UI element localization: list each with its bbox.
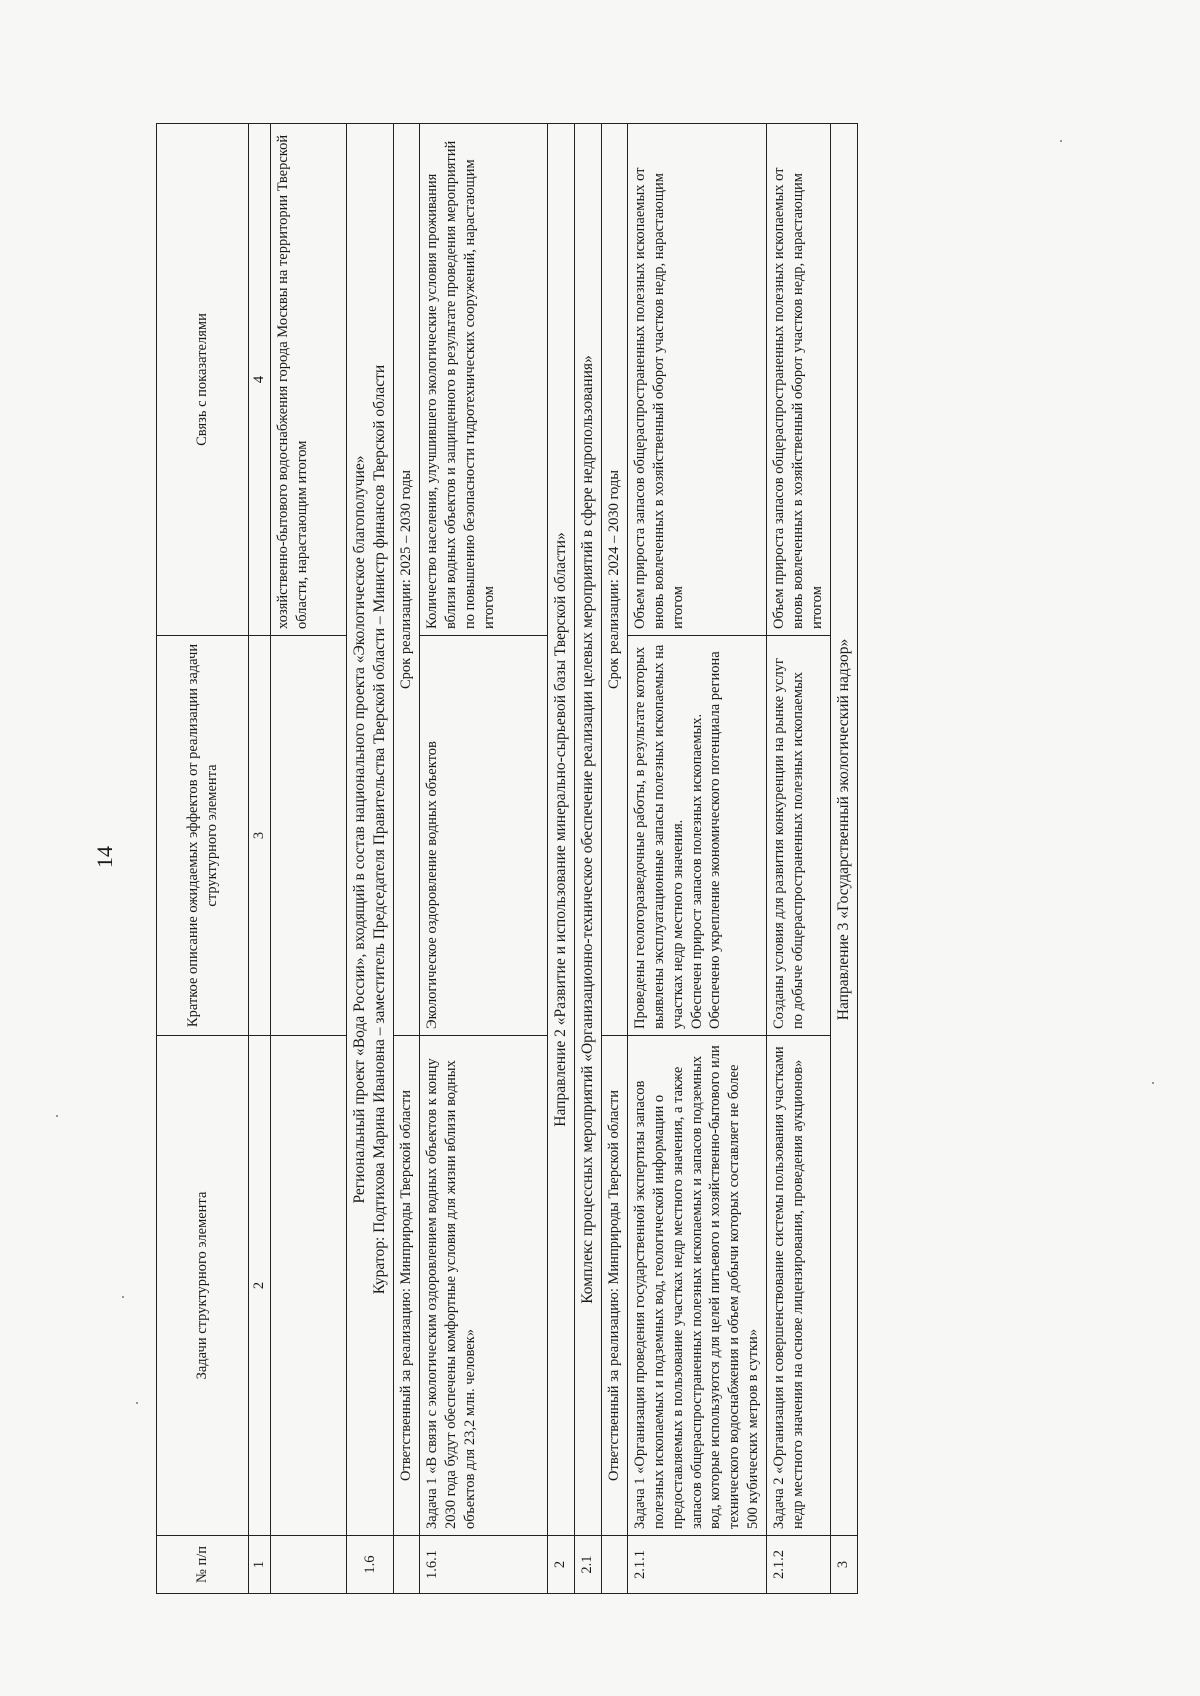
responsible-cell: Ответственный за реализацию: Минприроды Тверской области <box>394 1036 420 1536</box>
page-number: 14 <box>92 846 117 868</box>
column-number: 2 <box>249 1036 271 1536</box>
curator-line: Куратор: Подтихова Марина Ивановна – заместитель Председателя Правительства Тверской области – Министр финансов Тверской области <box>370 364 388 1295</box>
table-row-1-6 <box>346 124 393 1594</box>
table-row-2-1 <box>575 124 602 1594</box>
row-number: 2.1.2 <box>767 1536 831 1594</box>
scan-speck <box>1152 1082 1154 1084</box>
column-number: 3 <box>249 636 271 1036</box>
task-cell: Задача 1 «В связи с экологическим оздоровлением водных объектов к концу 2030 года будут обеспечены комфортные условия для жизни вблизи водных объектов для 23,2 млн. человек» <box>419 1036 547 1536</box>
task-cell: Задача 1 «Организация проведения государственной экспертизы запасов полезных ископаемых и подземных вод, геологической информации о предоставляемых в пользование участках недр местного значения, а также запасов общераспространенных полезных ископаемых и запасов подземных вод, которые используются для целей питьевого и хозяйственно-бытового или технического водоснабжения и объем добычи которых составляет не более 500 кубических метров в сутки» <box>628 1036 767 1536</box>
direction-title: Направление 2 «Развитие и использование минерально-сырьевой базы Тверской области» <box>547 124 574 1536</box>
rotated-page-content <box>156 124 1044 1594</box>
row-number: 1.6.1 <box>419 1536 547 1594</box>
effect-cell: Созданы условия для развития конкуренции на рынке услуг по добыче общераспространенных полезных ископаемых <box>767 636 831 1036</box>
header-indicators: Связь с показателями <box>157 124 249 636</box>
responsible-cell: Ответственный за реализацию: Минприроды Тверской области <box>602 1036 628 1536</box>
row-number: 1.6 <box>346 1536 393 1594</box>
table-row-3 <box>830 124 857 1594</box>
column-number: 4 <box>249 124 271 636</box>
scan-speck <box>122 1296 124 1298</box>
scan-speck <box>56 1115 58 1117</box>
table-row-1-6-1 <box>419 124 547 1594</box>
table-header-row <box>157 124 249 1594</box>
direction-title: Направление 3 «Государственный экологический надзор» <box>830 124 857 1536</box>
table-row-2-1-2 <box>767 124 831 1594</box>
scan-speck <box>136 1402 138 1404</box>
row-number: 3 <box>830 1536 857 1594</box>
indicator-cell: Объем прироста запасов общераспространенных полезных ископаемых от вновь вовлеченных в хозяйственный оборот участков недр, нарастающим итогом <box>628 124 767 636</box>
structural-elements-table <box>156 123 858 1594</box>
table-row-2 <box>547 124 574 1594</box>
column-number-row <box>249 124 271 1594</box>
header-effects: Краткое описание ожидаемых эффектов от реализации задачи структурного элемента <box>157 636 249 1036</box>
column-number: 1 <box>249 1536 271 1594</box>
indicator-cell: хозяйственно-бытового водоснабжения города Москвы на территории Тверской области, нарастающим итогом <box>270 124 346 636</box>
row-number: 2.1.1 <box>628 1536 767 1594</box>
row-number: 2 <box>547 1536 574 1594</box>
term-cell: Срок реализации: 2024 – 2030 годы <box>602 124 628 1036</box>
process-complex-title: Комплекс процессных мероприятий «Организационно-техническое обеспечение реализации целевых мероприятий в сфере недропользования» <box>575 124 602 1536</box>
indicator-cell: Объем прироста запасов общераспространенных полезных ископаемых от вновь вовлеченных в хозяйственный оборот участков недр, нарастающим итогом <box>767 124 831 636</box>
table-row-2-1-1 <box>628 124 767 1594</box>
task-cell: Задача 2 «Организация и совершенствование системы пользования участками недр местного значения на основе лицензирования, проведения аукционов» <box>767 1036 831 1536</box>
table-row-continuation <box>270 124 346 1594</box>
row-number: 2.1 <box>575 1536 602 1594</box>
term-cell: Срок реализации: 2025 – 2030 годы <box>394 124 420 1036</box>
effect-cell: Проведены геологоразведочные работы, в результате которых выявлены эксплуатационные запасы полезных ископаемых на участках недр местного значения. Обеспечен прирост запасов полезных ископаемых. Обеспечено укрепление экономического потенциала региона <box>628 636 767 1036</box>
table-row-1-6-responsible <box>394 124 420 1594</box>
effect-cell: Экологическое оздоровление водных объектов <box>419 636 547 1036</box>
header-number: № п/п <box>157 1536 249 1594</box>
indicator-cell: Количество населения, улучшившего экологические условия проживания вблизи водных объектов и защищенного в результате проведения мероприятий по повышению безопасности гидротехнических сооружений, нарастающим итогом <box>419 124 547 636</box>
table-row-2-1-responsible <box>602 124 628 1594</box>
regional-project-title: Региональный проект «Вода России», входящий в состав национального проекта «Экологическое благополучие» <box>350 455 368 1204</box>
scan-speck <box>1060 140 1062 142</box>
regional-project-cell <box>346 124 393 1536</box>
header-tasks: Задачи структурного элемента <box>157 1036 249 1536</box>
